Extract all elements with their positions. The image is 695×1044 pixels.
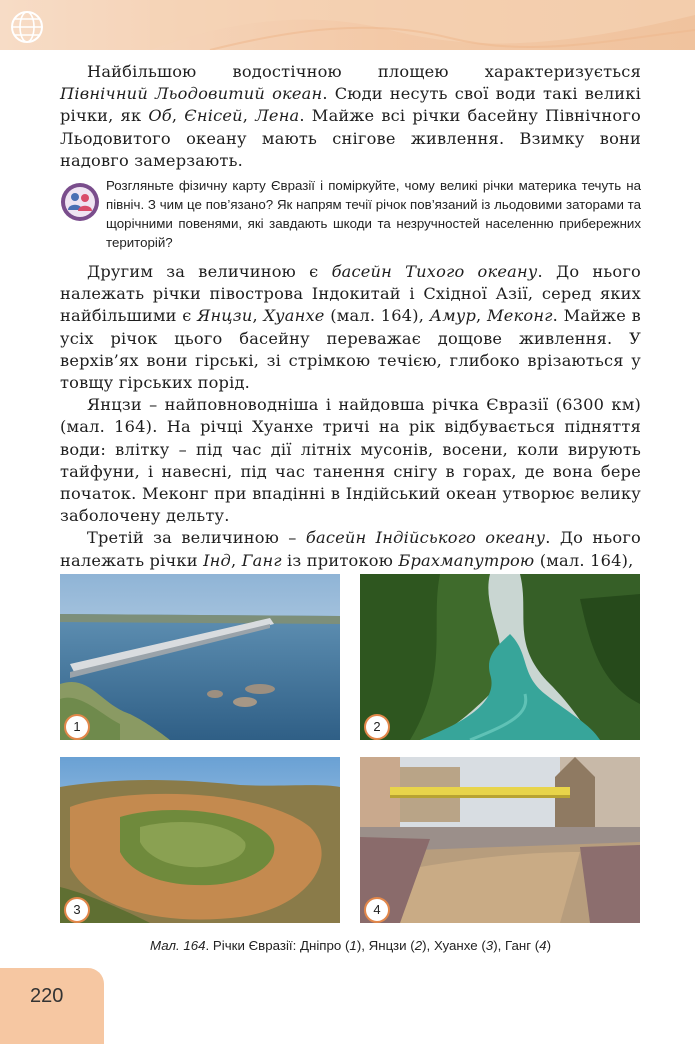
photo-label-2: 2 [364, 714, 390, 740]
paragraph-indian: Третій за величиною – басейн Індійського океану. До нього належать річки Інд, Ганг із притокою Брахмапутрою (мал. 164), [60, 528, 641, 570]
photo-yangtze [360, 574, 640, 740]
globe-icon [10, 10, 44, 44]
paragraph-pacific: Другим за величиною є басейн Тихого океану. До нього належать річки півострова Індокитай і Східної Азії, серед яких найбільшими є Янцзи, Хуанхе (мал. 164), Амур, Меконг. Майже в усіх річок цього басейну переважає дощове живлення. У верхів’ях вони гірські, зі стрімкою течією, глибоко врізаються у товщу гірських порід. Янцзи – найповноводніша і найдовша річка Євразії (6300 км) (мал. 164). На річці Хуанхе тричі на рік відбувається підняття води: влітку – під час дії літніх мусонів, восени, коли вирують тайфуни, і навесні, під час танення снігу в горах, де вона бере початок. Меконг при впадінні в Індійський океан утворює велику заболочену дельту. Третій за величиною – басейн Індійського океану. До нього належать річки Інд, Ганг із притокою Брахмапутрою (мал. 164), [60, 261, 641, 572]
figure-caption: Мал. 164. Річки Євразії: Дніпро (1), Янцзи (2), Хуанхе (3), Ганг (4) [149, 938, 552, 953]
header-band [0, 0, 695, 50]
header-decoration [150, 0, 695, 50]
photo-huanghe [60, 757, 340, 923]
people-discussion-icon [60, 182, 100, 222]
photo-dnipro [60, 574, 340, 740]
photo-ganges [360, 757, 640, 923]
photo-label-4: 4 [364, 897, 390, 923]
question-callout [60, 176, 641, 252]
callout-text: Розгляньте фізичну карту Євразії і поміркуйте, чому великі річки материка течуть на північ. З чим це пов’язано? Як напрям течії річок пов’язаний із льодовими заторами та щорічними повенями, які завдають шкоди та незручностей населенню прибережних територій? [106, 178, 641, 250]
paragraph-yangtze: Янцзи – найповноводніша і найдовша річка Євразії (6300 км) (мал. 164). На річці Хуанхе тричі на рік відбувається підняття води: влітку – під час дії літніх мусонів, восени, коли вирують тайфуни, і навесні, під час танення снігу в горах, де вона бере початок. Меконг при впадінні в Індійський океан утворює велику заболочену дельту. [60, 395, 641, 526]
paragraph-arctic: Найбільшою водостічною площею характеризується Північний Льодовитий океан. Сюди несуть свої води такі великі річки, як Об, Єнісей, Лена. Майже всі річки басейну Північного Льодовитого океану мають снігове живлення. Взимку вони надовго замерзають. [60, 62, 641, 170]
page-number: 220 [30, 985, 64, 1007]
photo-label-3: 3 [64, 897, 90, 923]
photo-label-1: 1 [64, 714, 90, 740]
